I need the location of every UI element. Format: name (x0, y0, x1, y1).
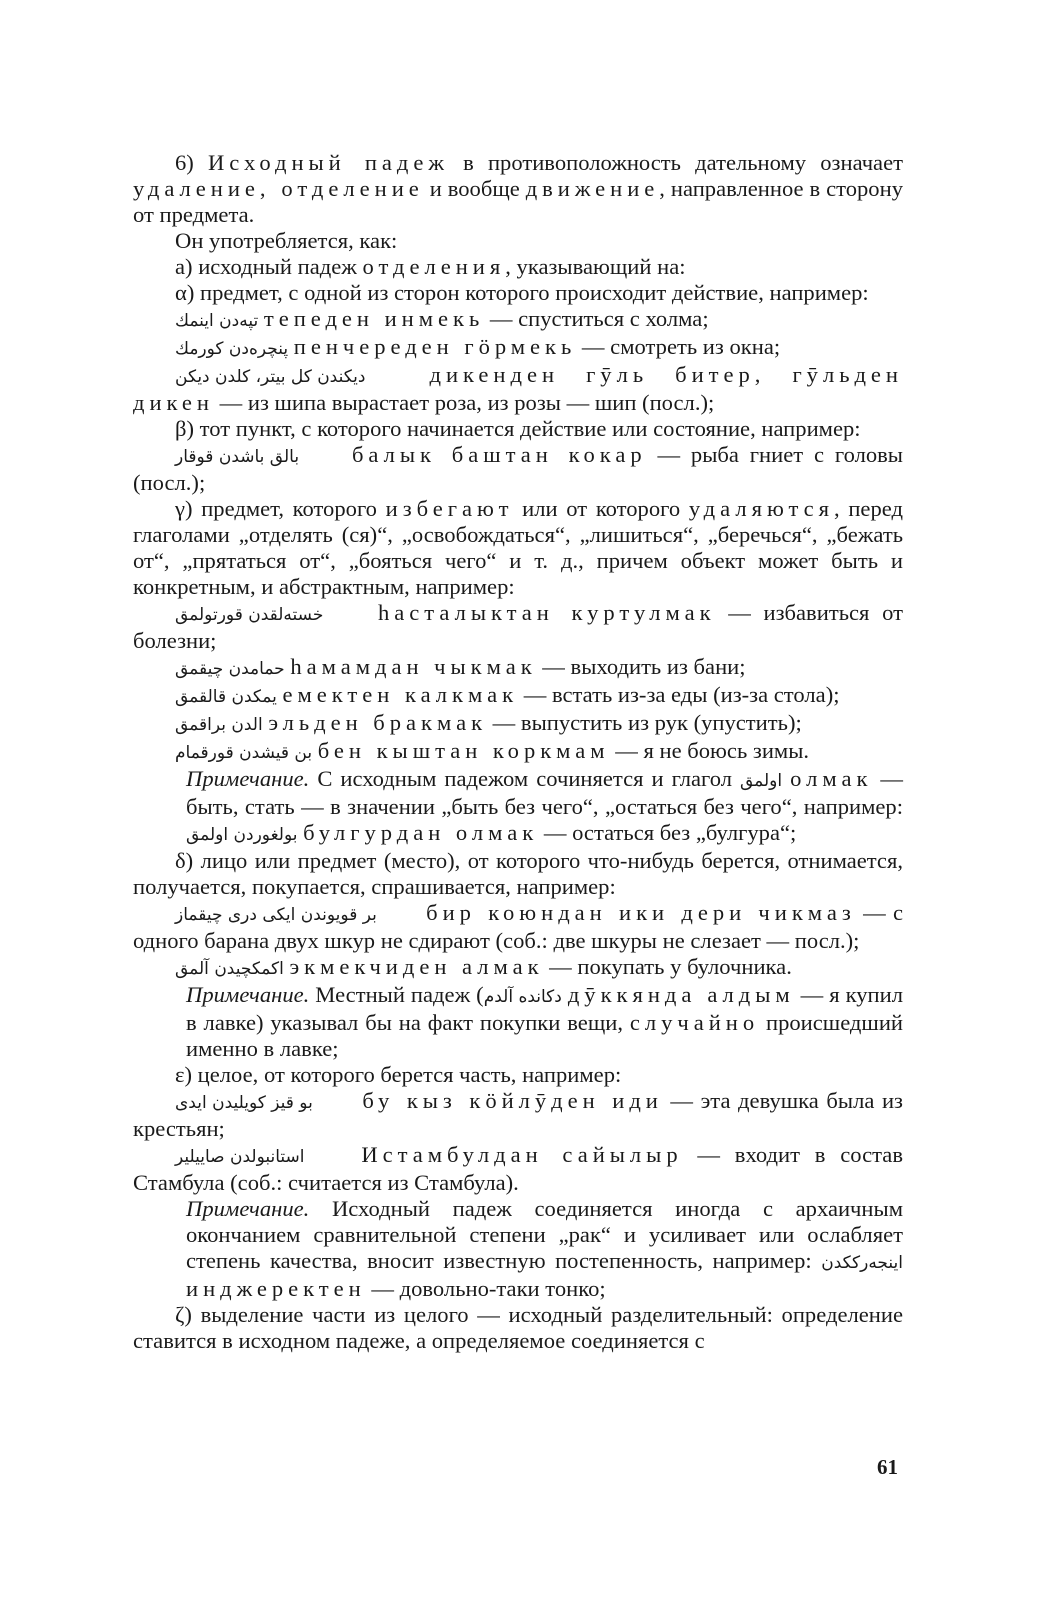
term: удаление, отделение (133, 176, 424, 201)
text: и вообще (423, 176, 526, 201)
transliteration: инджеректен (186, 1276, 366, 1301)
translation: — спуститься с холма; (484, 306, 709, 331)
paragraph-a (133, 254, 903, 280)
arabic-script: یمكدن قالقمق (175, 687, 277, 707)
arabic-script: بن قیشدن قورقمام (175, 743, 313, 763)
example (133, 362, 903, 416)
page-number: 61 (877, 1455, 898, 1479)
note (186, 766, 903, 848)
example (133, 1142, 903, 1196)
translation: — рыба гниет с головы (посл.); (133, 442, 903, 495)
arabic-script: الدن براقمق (175, 715, 263, 735)
transliteration: эльден бракмак (268, 710, 488, 735)
text: С исходным падежом сочиняется и глагол (309, 766, 740, 791)
transliteration: Истамбулдан сайылыр (361, 1142, 683, 1167)
translation: — эта девушка была из крестьян; (133, 1088, 903, 1141)
paragraph-beta: β) тот пункт, с которого начинается действие или состояние, например: (175, 416, 861, 441)
transliteration: булгурдан олмак (303, 820, 539, 845)
translation: — я не боюсь зимы. (609, 738, 810, 763)
page-body (133, 150, 903, 1354)
translation: — избавиться от болезни; (133, 600, 903, 653)
transliteration: пенчереден гӧрмекь (293, 334, 577, 359)
text: 6) (175, 150, 208, 175)
transliteration: олмак (790, 766, 873, 791)
note (186, 982, 903, 1062)
arabic-script: خسته‌لقدن قورتولمق (175, 605, 324, 625)
arabic-script: بر قویوندن ایكی دری چیقماز (175, 905, 377, 925)
note-label: Примечание. (186, 982, 310, 1007)
example (133, 442, 903, 496)
transliteration: емектен калкмак (282, 682, 519, 707)
translation: — встать из-за еды (из-за стола); (518, 682, 840, 707)
transliteration: дикенден гӯль битер, гӯльден дикен (133, 362, 903, 415)
translation: — выпустить из рук (упустить); (487, 710, 802, 735)
transliteration: hамамдан чыкмак (290, 654, 537, 679)
text: , указывающий на: (505, 254, 686, 279)
text: — довольно-таки тонко; (365, 1276, 606, 1301)
example (133, 600, 903, 654)
arabic-script: دیكندن كل بیتر، كلدن دیكن (175, 367, 366, 387)
example (175, 682, 903, 710)
arabic-script: تپه‌دن اینمك (175, 311, 259, 331)
arabic-script: بولغوردن اولمق (186, 825, 298, 845)
transliteration: дӯккянда алдым (567, 982, 795, 1007)
transliteration: бир коюндан ики дери чикмаз (426, 900, 856, 925)
term: Исходный падеж (207, 150, 449, 175)
text: — быть, стать — в значении „быть без чего“, „остаться без чего“, например: (186, 766, 903, 819)
example (133, 1088, 903, 1142)
term: отделения (362, 254, 506, 279)
transliteration: тепеден инмекь (263, 306, 485, 331)
arabic-script: اینجه‌رككدن (821, 1253, 903, 1273)
translation: — покупать у булочника. (543, 954, 792, 979)
arabic-script: بو قیز كویلیدن ایدی (175, 1093, 313, 1113)
text: Местный падеж ( (309, 982, 484, 1007)
term: избегают (385, 496, 514, 521)
paragraph-epsilon: ε) целое, от которого берется часть, например: (175, 1062, 622, 1087)
term: движение (525, 176, 660, 201)
example (175, 306, 903, 334)
transliteration: бу кыз кӧйлӯден иди (362, 1088, 663, 1113)
arabic-script: اولمق (739, 771, 783, 791)
note-label: Примечание. (186, 1196, 310, 1221)
paragraph-alpha: α) предмет, с одной из сторон которого происходит действие, например: (175, 280, 869, 305)
translation: — выходить из бани; (536, 654, 746, 679)
text: — я купил в лавке) указывал бы на факт покупки вещи, (186, 982, 903, 1035)
text: , перед глаголами „отделять (ся)“, „освобождаться“, „лишиться“, „беречься“, „бежать от“, „прятаться от“, „бояться чего“ и т. д., причем объект может быть и конкретным, и абстрактным, например: (133, 496, 903, 599)
term: случайно (629, 1010, 760, 1035)
arabic-script: دكانده آلدم (483, 987, 562, 1007)
paragraph-gamma (133, 496, 903, 600)
term: удаляются (688, 496, 834, 521)
example (175, 954, 903, 982)
translation: — из шипа вырастает роза, из розы — шип (посл.); (213, 390, 715, 415)
example (175, 738, 903, 766)
example (133, 900, 903, 954)
paragraph-zeta: ζ) выделение части из целого — исходный разделительный: определение ставится в исходном падеже, а определяемое соединяется с (133, 1302, 903, 1353)
transliteration: hасталыктан куртулмак (378, 600, 716, 625)
example (175, 654, 903, 682)
arabic-script: استانبولدن صاییلیر (175, 1147, 305, 1167)
text: , направленное в сторону от предмета. (133, 176, 903, 227)
arabic-script: بالق باشدن قوقار (175, 447, 300, 467)
transliteration: бен кыштан коркмам (317, 738, 610, 763)
arabic-script: پنچره‌دن كورمك (175, 339, 289, 359)
arabic-script: اكمكچیدن آلمق (175, 959, 284, 979)
text: Исходный падеж соединяется иногда с архаичным окончанием сравнительной степени „рак“ и усиливает или ослабляет степень качества, вносит известную постепенность, например: (186, 1196, 903, 1273)
transliteration: экмекчиден алмак (289, 954, 544, 979)
paragraph-6 (133, 150, 903, 228)
text: а) исходный падеж (175, 254, 363, 279)
note-label: Примечание. (186, 766, 310, 791)
note (186, 1196, 903, 1302)
example (175, 710, 903, 738)
paragraph: Он употребляется, как: (175, 228, 398, 253)
transliteration: балык баштан кокар (351, 442, 647, 467)
text: или от которого (513, 496, 689, 521)
paragraph-delta: δ) лицо или предмет (место), от которого что-нибудь берется, отнимается, получается, покупается, спрашивается, например: (133, 848, 903, 899)
translation: — смотреть из окна; (576, 334, 781, 359)
text: γ) предмет, которого (175, 496, 386, 521)
text: в противоположность дательному означает (448, 150, 903, 175)
text: происшедший именно в лавке; (186, 1010, 904, 1061)
example (175, 334, 903, 362)
text: — остаться без „булгура“; (538, 820, 797, 845)
translation: — с одного барана двух шкур не сдирают (соб.: две шкуры не слезает — посл.); (133, 900, 904, 953)
arabic-script: حمامدن چیقمق (175, 659, 285, 679)
translation: — входит в состав Стамбула (соб.: считается из Стамбула). (133, 1142, 903, 1195)
